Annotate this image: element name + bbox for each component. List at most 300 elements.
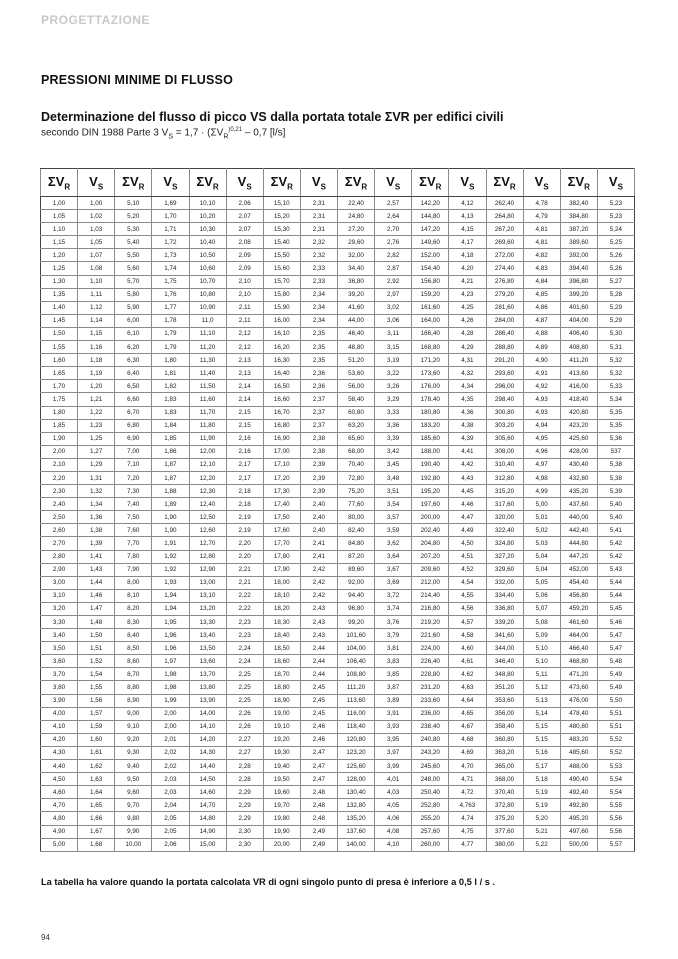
- table-cell: 13,80: [189, 681, 226, 694]
- table-cell: 440,00: [560, 511, 597, 524]
- table-cell: 101,60: [338, 629, 375, 642]
- table-row: [41, 760, 635, 773]
- table-cell: 2,27: [226, 746, 263, 759]
- table-cell: 2,47: [300, 760, 337, 773]
- table-cell: 2,46: [300, 733, 337, 746]
- table-cell: 4,15: [449, 223, 486, 236]
- table-cell: 322,40: [486, 524, 523, 537]
- table-cell: 56,00: [338, 380, 375, 393]
- table-cell: 12,00: [189, 445, 226, 458]
- table-cell: 4,90: [41, 825, 78, 838]
- table-cell: 2,06: [226, 197, 263, 210]
- table-cell: 284,00: [486, 314, 523, 327]
- table-row: [41, 655, 635, 668]
- table-cell: 5,32: [597, 367, 634, 380]
- table-cell: 2,30: [226, 825, 263, 838]
- table-cell: 8,10: [115, 589, 152, 602]
- column-header: [523, 169, 560, 197]
- table-cell: 3,33: [375, 406, 412, 419]
- table-cell: 2,29: [226, 812, 263, 825]
- table-cell: 336,80: [486, 602, 523, 615]
- table-cell: 2,04: [152, 799, 189, 812]
- table-cell: 4,26: [449, 314, 486, 327]
- table-cell: 10,10: [189, 197, 226, 210]
- table-cell: 1,40: [41, 301, 78, 314]
- table-cell: 6,20: [115, 341, 152, 354]
- table-cell: 1,20: [78, 380, 115, 393]
- table-cell: 2,09: [226, 249, 263, 262]
- table-cell: 3,74: [375, 602, 412, 615]
- table-cell: 5,05: [523, 576, 560, 589]
- table-cell: 3,26: [375, 380, 412, 393]
- table-cell: 4,57: [449, 616, 486, 629]
- table-cell: 341,60: [486, 629, 523, 642]
- table-cell: 1,55: [78, 681, 115, 694]
- table-cell: 2,12: [226, 327, 263, 340]
- table-cell: 5,39: [597, 485, 634, 498]
- table-cell: 5,52: [597, 733, 634, 746]
- table-cell: 3,85: [375, 668, 412, 681]
- column-header: [189, 169, 226, 197]
- table-cell: 3,36: [375, 419, 412, 432]
- table-cell: 5,13: [523, 694, 560, 707]
- table-cell: 2,07: [226, 223, 263, 236]
- table-cell: 1,92: [152, 563, 189, 576]
- table-cell: 2,90: [41, 563, 78, 576]
- table-cell: 423,20: [560, 419, 597, 432]
- table-cell: 2,01: [152, 733, 189, 746]
- table-cell: 461,60: [560, 616, 597, 629]
- table-cell: 5,35: [597, 419, 634, 432]
- table-cell: 2,97: [375, 288, 412, 301]
- table-cell: 4,71: [449, 773, 486, 786]
- table-cell: 89,60: [338, 563, 375, 576]
- table-cell: 2,29: [226, 786, 263, 799]
- table-cell: 2,30: [41, 485, 78, 498]
- table-cell: 1,96: [152, 629, 189, 642]
- table-cell: 1,98: [152, 681, 189, 694]
- table-row: [41, 694, 635, 707]
- table-cell: 2,24: [226, 655, 263, 668]
- column-header: [597, 169, 634, 197]
- table-cell: 3,97: [375, 746, 412, 759]
- table-cell: 1,75: [41, 393, 78, 406]
- table-cell: 185,60: [412, 432, 449, 445]
- table-cell: 17,70: [263, 537, 300, 550]
- table-cell: 430,40: [560, 458, 597, 471]
- table-cell: 5,20: [115, 210, 152, 223]
- table-cell: 14,40: [189, 760, 226, 773]
- table-cell: 204,80: [412, 537, 449, 550]
- table-cell: 444,80: [560, 537, 597, 550]
- table-cell: 2,45: [300, 681, 337, 694]
- table-cell: 1,52: [78, 655, 115, 668]
- table-cell: 9,00: [115, 707, 152, 720]
- table-cell: 2,70: [375, 223, 412, 236]
- column-header: [449, 169, 486, 197]
- table-cell: 10,20: [189, 210, 226, 223]
- table-cell: 1,21: [78, 393, 115, 406]
- table-cell: 2,70: [41, 537, 78, 550]
- table-cell: 19,60: [263, 786, 300, 799]
- table-cell: 2,57: [375, 197, 412, 210]
- table-cell: 1,23: [78, 419, 115, 432]
- table-row: [41, 262, 635, 275]
- table-cell: 2,82: [375, 249, 412, 262]
- table-row: [41, 576, 635, 589]
- table-cell: 2,49: [300, 838, 337, 851]
- column-header-subscript: R: [435, 182, 442, 192]
- table-cell: 16,60: [263, 393, 300, 406]
- table-cell: 2,33: [300, 262, 337, 275]
- table-cell: 11,90: [189, 432, 226, 445]
- table-cell: 4,89: [523, 341, 560, 354]
- table-cell: 221,60: [412, 629, 449, 642]
- table-cell: 224,00: [412, 642, 449, 655]
- table-cell: 404,00: [560, 314, 597, 327]
- table-cell: 2,60: [41, 524, 78, 537]
- table-cell: 15,00: [189, 838, 226, 851]
- table-cell: 3,22: [375, 367, 412, 380]
- column-header-subscript: S: [543, 182, 549, 192]
- table-cell: 4,63: [449, 681, 486, 694]
- table-row: [41, 563, 635, 576]
- table-cell: 17,90: [263, 563, 300, 576]
- table-cell: 250,40: [412, 786, 449, 799]
- table-cell: 324,80: [486, 537, 523, 550]
- table-cell: 13,40: [189, 629, 226, 642]
- table-cell: 1,02: [78, 210, 115, 223]
- table-cell: 3,00: [41, 576, 78, 589]
- table-cell: 1,81: [152, 367, 189, 380]
- column-header: [375, 169, 412, 197]
- column-header: [560, 169, 597, 197]
- table-cell: 2,44: [300, 655, 337, 668]
- table-cell: 5,04: [523, 563, 560, 576]
- table-cell: 8,30: [115, 616, 152, 629]
- table-cell: 20,00: [263, 838, 300, 851]
- table-cell: 1,03: [78, 223, 115, 236]
- table-cell: 2,17: [226, 458, 263, 471]
- table-cell: 2,14: [226, 380, 263, 393]
- table-cell: 4,49: [449, 524, 486, 537]
- table-cell: 4,25: [449, 301, 486, 314]
- table-cell: 17,50: [263, 511, 300, 524]
- table-cell: 1,99: [152, 694, 189, 707]
- table-cell: 1,64: [78, 786, 115, 799]
- table-cell: 248,00: [412, 773, 449, 786]
- table-cell: 22,40: [338, 197, 375, 210]
- table-cell: 3,81: [375, 642, 412, 655]
- table-cell: 125,60: [338, 760, 375, 773]
- table-cell: 94,40: [338, 589, 375, 602]
- table-cell: 399,20: [560, 288, 597, 301]
- table-cell: 2,11: [226, 301, 263, 314]
- table-cell: 82,40: [338, 524, 375, 537]
- table-cell: 14,10: [189, 720, 226, 733]
- column-header-subscript: R: [287, 182, 293, 192]
- table-cell: 2,31: [300, 223, 337, 236]
- table-cell: 4,06: [375, 812, 412, 825]
- table-cell: 3,90: [41, 694, 78, 707]
- table-cell: 3,99: [375, 760, 412, 773]
- table-cell: 12,30: [189, 485, 226, 498]
- table-cell: 171,20: [412, 354, 449, 367]
- table-cell: 5,19: [523, 786, 560, 799]
- table-cell: 4,75: [449, 825, 486, 838]
- table-cell: 6,80: [115, 419, 152, 432]
- table-cell: 3,80: [41, 681, 78, 694]
- table-cell: 2,02: [152, 746, 189, 759]
- column-header: [41, 169, 78, 197]
- table-cell: 5,47: [597, 642, 634, 655]
- table-cell: 4,82: [523, 249, 560, 262]
- table-cell: 480,80: [560, 720, 597, 733]
- table-cell: 4,90: [523, 354, 560, 367]
- table-cell: 365,00: [486, 760, 523, 773]
- table-cell: 118,40: [338, 720, 375, 733]
- column-header-subscript: S: [469, 182, 475, 192]
- table-cell: 245,60: [412, 760, 449, 773]
- table-cell: 1,16: [78, 341, 115, 354]
- table-cell: 1,95: [152, 616, 189, 629]
- table-cell: 1,36: [78, 511, 115, 524]
- table-cell: 1,45: [41, 314, 78, 327]
- table-cell: 16,00: [263, 314, 300, 327]
- table-cell: 16,40: [263, 367, 300, 380]
- table-cell: 2,47: [300, 746, 337, 759]
- table-cell: 5,30: [115, 223, 152, 236]
- table-cell: 5,42: [597, 550, 634, 563]
- table-cell: 7,50: [115, 511, 152, 524]
- table-cell: 411,20: [560, 354, 597, 367]
- table-cell: 4,79: [523, 210, 560, 223]
- table-cell: 279,20: [486, 288, 523, 301]
- table-cell: 1,59: [78, 720, 115, 733]
- table-cell: 473,60: [560, 681, 597, 694]
- table-cell: 5,56: [597, 825, 634, 838]
- table-cell: 9,10: [115, 720, 152, 733]
- table-cell: 252,80: [412, 799, 449, 812]
- table-cell: 9,60: [115, 786, 152, 799]
- table-cell: 5,54: [597, 786, 634, 799]
- table-cell: 27,20: [338, 223, 375, 236]
- table-cell: 4,68: [449, 733, 486, 746]
- table-cell: 113,60: [338, 694, 375, 707]
- table-row: [41, 524, 635, 537]
- table-cell: 195,20: [412, 485, 449, 498]
- table-cell: 2,19: [226, 524, 263, 537]
- table-cell: 296,00: [486, 380, 523, 393]
- column-header: [300, 169, 337, 197]
- table-cell: 4,17: [449, 236, 486, 249]
- table-row: [41, 288, 635, 301]
- table-cell: 5,10: [115, 197, 152, 210]
- table-cell: 300,80: [486, 406, 523, 419]
- table-cell: 72,80: [338, 471, 375, 484]
- table-cell: 3,62: [375, 537, 412, 550]
- table-row: [41, 354, 635, 367]
- table-cell: 3,70: [41, 668, 78, 681]
- table-cell: 2,09: [226, 262, 263, 275]
- table-cell: 14,20: [189, 733, 226, 746]
- table-cell: 1,96: [152, 642, 189, 655]
- table-cell: 2,23: [226, 629, 263, 642]
- table-cell: 7,00: [115, 445, 152, 458]
- table-cell: 4,10: [41, 720, 78, 733]
- table-cell: 236,00: [412, 707, 449, 720]
- table-cell: 1,18: [78, 354, 115, 367]
- table-cell: 19,90: [263, 825, 300, 838]
- table-cell: 5,40: [597, 511, 634, 524]
- table-cell: 4,88: [523, 327, 560, 340]
- table-cell: 312,80: [486, 471, 523, 484]
- table-cell: 4,47: [449, 511, 486, 524]
- table-cell: 437,60: [560, 498, 597, 511]
- table-cell: 5,32: [597, 354, 634, 367]
- formula-sub-s: S: [168, 133, 173, 141]
- table-cell: 1,57: [78, 707, 115, 720]
- table-cell: 4,69: [449, 746, 486, 759]
- table-cell: 190,40: [412, 458, 449, 471]
- table-cell: 348,80: [486, 668, 523, 681]
- table-cell: 406,40: [560, 327, 597, 340]
- formula-line: [41, 127, 285, 140]
- table-cell: 18,70: [263, 668, 300, 681]
- table-cell: 2,43: [300, 602, 337, 615]
- table-cell: 2,48: [300, 799, 337, 812]
- table-row: [41, 367, 635, 380]
- table-cell: 2,36: [300, 380, 337, 393]
- table-cell: 8,90: [115, 694, 152, 707]
- table-cell: 1,60: [41, 354, 78, 367]
- table-cell: 2,76: [375, 236, 412, 249]
- table-row: [41, 773, 635, 786]
- table-cell: 5,55: [597, 799, 634, 812]
- formula-suffix: – 0,7 [l/s]: [242, 127, 286, 139]
- table-cell: 13,90: [189, 694, 226, 707]
- table-cell: 14,80: [189, 812, 226, 825]
- table-cell: 5,51: [597, 707, 634, 720]
- table-cell: 4,12: [449, 197, 486, 210]
- table-cell: 1,25: [78, 432, 115, 445]
- table-cell: 9,80: [115, 812, 152, 825]
- column-header-subscript: S: [246, 182, 252, 192]
- table-cell: 120,80: [338, 733, 375, 746]
- table-cell: 5,10: [523, 655, 560, 668]
- table-cell: 2,25: [226, 694, 263, 707]
- table-cell: 16,10: [263, 327, 300, 340]
- table-cell: 1,89: [152, 498, 189, 511]
- table-cell: 3,87: [375, 681, 412, 694]
- table-cell: 16,50: [263, 380, 300, 393]
- table-cell: 4,18: [449, 249, 486, 262]
- table-cell: 2,25: [226, 668, 263, 681]
- table-cell: 4,99: [523, 485, 560, 498]
- table-cell: 4,32: [449, 367, 486, 380]
- table-cell: 332,00: [486, 576, 523, 589]
- table-row: [41, 458, 635, 471]
- table-cell: 8,50: [115, 642, 152, 655]
- table-cell: 3,91: [375, 707, 412, 720]
- table-cell: 1,77: [152, 301, 189, 314]
- column-header-symbol: ΣV: [270, 173, 288, 189]
- table-cell: 12,50: [189, 511, 226, 524]
- table-cell: 159,20: [412, 288, 449, 301]
- table-cell: 4,21: [449, 275, 486, 288]
- column-header-symbol: ΣV: [47, 173, 65, 189]
- table-cell: 2,10: [41, 458, 78, 471]
- table-cell: 5,40: [597, 498, 634, 511]
- table-cell: 5,06: [523, 589, 560, 602]
- table-row: [41, 550, 635, 563]
- table-cell: 1,98: [152, 668, 189, 681]
- table-cell: 2,21: [226, 563, 263, 576]
- table-cell: 454,40: [560, 576, 597, 589]
- table-cell: 4,03: [375, 786, 412, 799]
- table-cell: 4,61: [449, 655, 486, 668]
- table-cell: 2,00: [152, 720, 189, 733]
- table-cell: 392,00: [560, 249, 597, 262]
- table-cell: 24,80: [338, 210, 375, 223]
- table-cell: 339,20: [486, 616, 523, 629]
- table-cell: 420,80: [560, 406, 597, 419]
- table-cell: 10,50: [189, 249, 226, 262]
- column-header-subscript: R: [64, 182, 71, 192]
- table-cell: 2,39: [300, 458, 337, 471]
- table-cell: 2,06: [152, 838, 189, 851]
- table-cell: 5,20: [523, 812, 560, 825]
- table-cell: 4,28: [449, 327, 486, 340]
- table-cell: 4,72: [449, 786, 486, 799]
- table-cell: 2,22: [226, 602, 263, 615]
- table-cell: 19,20: [263, 733, 300, 746]
- table-cell: 4,87: [523, 314, 560, 327]
- table-cell: 4,65: [449, 707, 486, 720]
- column-header-subscript: R: [212, 182, 219, 192]
- table-cell: 4,01: [375, 773, 412, 786]
- table-cell: 17,40: [263, 498, 300, 511]
- table-cell: 1,85: [152, 432, 189, 445]
- table-cell: 4,94: [523, 419, 560, 432]
- table-cell: 1,05: [41, 210, 78, 223]
- table-cell: 12,90: [189, 563, 226, 576]
- table-cell: 108,80: [338, 668, 375, 681]
- table-cell: 2,28: [226, 760, 263, 773]
- table-cell: 3,48: [375, 471, 412, 484]
- table-cell: 9,70: [115, 799, 152, 812]
- table-cell: 1,91: [152, 537, 189, 550]
- table-cell: 5,43: [597, 563, 634, 576]
- column-header-symbol: V: [534, 173, 544, 189]
- table-cell: 7,40: [115, 498, 152, 511]
- table-cell: 15,90: [263, 301, 300, 314]
- table-cell: 200,00: [412, 511, 449, 524]
- table-cell: 11,20: [189, 341, 226, 354]
- table-cell: 11,70: [189, 406, 226, 419]
- table-cell: 435,20: [560, 485, 597, 498]
- table-cell: 5,02: [523, 524, 560, 537]
- table-cell: 1,30: [41, 275, 78, 288]
- table-cell: 32,00: [338, 249, 375, 262]
- table-row: [41, 537, 635, 550]
- table-cell: 84,80: [338, 537, 375, 550]
- table-cell: 2,36: [300, 367, 337, 380]
- table-cell: 202,40: [412, 524, 449, 537]
- table-cell: 2,00: [152, 707, 189, 720]
- table-cell: 14,30: [189, 746, 226, 759]
- table-cell: 16,70: [263, 406, 300, 419]
